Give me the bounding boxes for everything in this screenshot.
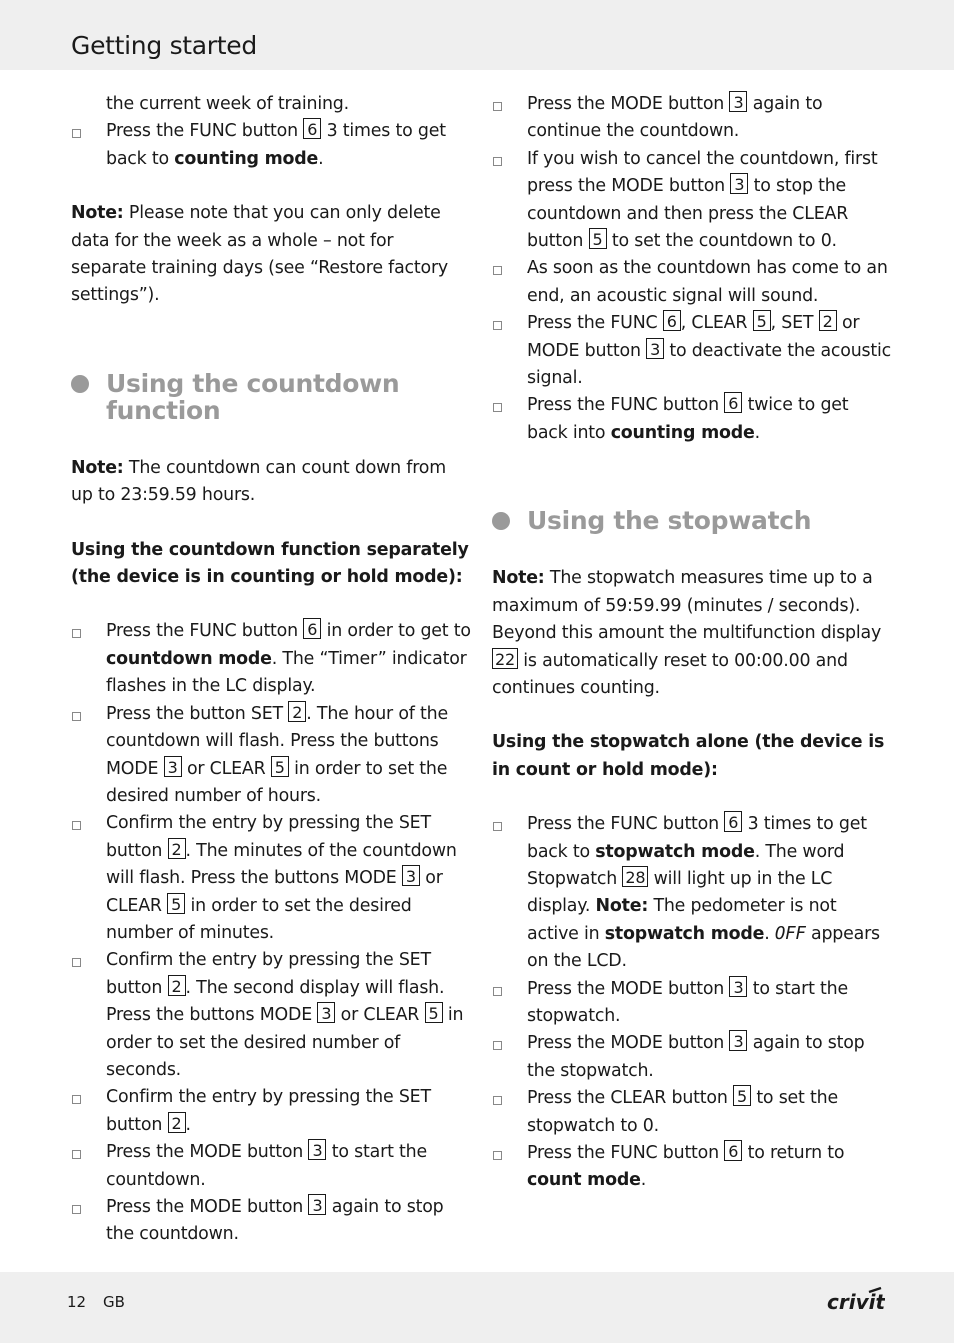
list-item: As soon as the countdown has come to an end, an acoustic signal will sound.	[492, 255, 892, 310]
button-ref: 5	[271, 756, 289, 777]
page-number: 12	[67, 1293, 87, 1311]
button-ref: 3	[317, 1002, 335, 1023]
list-item: If you wish to cancel the countdown, first press the MODE button 3 to stop the countdown and then press the CLEAR button 5 to set the countdown to 0.	[492, 146, 892, 256]
list-item: Press the FUNC 6 , CLEAR 5 , SET 2 or MODE button 3 to deactivate the acoustic signal.	[492, 310, 892, 392]
note-label: Note:	[492, 568, 545, 589]
display-ref: 22	[492, 648, 518, 669]
list-item: Press the FUNC button 6 in order to get to countdown mode. The “Timer” indicator flashes in the LC display.	[71, 618, 471, 700]
button-ref: 5	[589, 228, 607, 249]
list-item: Confirm the entry by pressing the SET button 2 .	[71, 1084, 471, 1139]
list-item: Press the FUNC button 6 3 times to get back to counting mode.	[71, 118, 471, 173]
note: Note: Please note that you can only delete data for the week as a whole – not for separate training days (see “Restore factory settings”).	[71, 203, 448, 306]
subheading: Using the stopwatch alone (the device is in count or hold mode):	[492, 732, 885, 780]
button-ref: 6	[303, 618, 321, 639]
section-heading: Using the stopwatch	[492, 507, 892, 534]
display-ref: 28	[622, 866, 648, 887]
button-ref: 2	[288, 701, 306, 722]
button-ref: 5	[733, 1085, 751, 1106]
list-item: Press the FUNC button 6 to return to count mode.	[492, 1140, 892, 1195]
button-ref: 6	[724, 392, 742, 413]
note-label: Note:	[71, 203, 124, 224]
right-column	[492, 91, 892, 1195]
section-heading: Using the countdown function	[71, 370, 471, 424]
list-item: Press the FUNC button 6 3 times to get back to stopwatch mode. The word Stopwatch 28 will light up in the LC display. Note: The pedometer is not active in stopwatch mode. OFF appears on the LCD.	[492, 811, 892, 975]
button-ref: 6	[724, 811, 742, 832]
button-ref: 3	[730, 173, 748, 194]
lcd-off-text: OFF	[774, 923, 806, 944]
note: Note: The stopwatch measures time up to a maximum of 59:59.99 (minutes / seconds). Beyond this amount the multifunction display 22 is automatically reset to 00:00.00 and continues counting.	[492, 568, 882, 698]
crivit-logo-icon	[825, 1286, 885, 1316]
page-footer	[0, 1272, 954, 1343]
list-item: Confirm the entry by pressing the SET button 2 . The second display will flash. Press the buttons MODE 3 or CLEAR 5 in order to set the desired number of seconds.	[71, 947, 471, 1084]
list-item: Press the MODE button 3 again to stop the stopwatch.	[492, 1030, 892, 1085]
page-title: Getting started	[71, 31, 257, 60]
button-ref: 6	[663, 310, 681, 331]
list-item: Press the CLEAR button 5 to set the stopwatch to 0.	[492, 1085, 892, 1140]
button-ref: 3	[402, 865, 420, 886]
left-column	[71, 91, 471, 1249]
button-ref: 2	[819, 310, 837, 331]
list-item: Press the MODE button 3 again to continue the countdown.	[492, 91, 892, 146]
note-label: Note:	[71, 457, 124, 478]
list-item: Press the MODE button 3 again to stop the countdown.	[71, 1194, 471, 1249]
button-ref: 2	[168, 1112, 186, 1133]
list-item: Press the MODE button 3 to start the stopwatch.	[492, 976, 892, 1031]
continued-text: the current week of training.	[106, 94, 349, 114]
list-item: Press the button SET 2 . The hour of the countdown will flash. Press the buttons MODE 3 or CLEAR 5 in order to set the desired number of hours.	[71, 701, 471, 811]
button-ref: 5	[167, 893, 185, 914]
button-ref: 3	[729, 91, 747, 112]
subheading: Using the countdown function separately (the device is in counting or hold mode):	[71, 539, 469, 588]
note-label: Note:	[595, 896, 649, 917]
page-header	[0, 0, 954, 70]
list-item: Press the MODE button 3 to start the countdown.	[71, 1139, 471, 1194]
button-ref: 3	[308, 1139, 326, 1160]
button-ref: 5	[425, 1002, 443, 1023]
button-ref: 3	[308, 1194, 326, 1215]
language-code: GB	[103, 1293, 125, 1311]
button-ref: 6	[303, 118, 321, 139]
note: Note: The countdown can count down from up to 23:59.59 hours.	[71, 457, 446, 506]
button-ref: 3	[729, 1030, 747, 1051]
button-ref: 2	[168, 838, 186, 859]
crivit-logo-text: crivit	[827, 1290, 885, 1314]
list-item: Press the FUNC button 6 twice to get back into counting mode.	[492, 392, 892, 447]
button-ref: 3	[164, 756, 182, 777]
list-item: Confirm the entry by pressing the SET button 2 . The minutes of the countdown will flash. Press the buttons MODE 3 or CLEAR 5 in order to set the desired number of minutes.	[71, 810, 471, 947]
button-ref: 3	[646, 338, 664, 359]
button-ref: 3	[729, 976, 747, 997]
button-ref: 2	[168, 975, 186, 996]
button-ref: 6	[724, 1140, 742, 1161]
button-ref: 5	[753, 310, 771, 331]
